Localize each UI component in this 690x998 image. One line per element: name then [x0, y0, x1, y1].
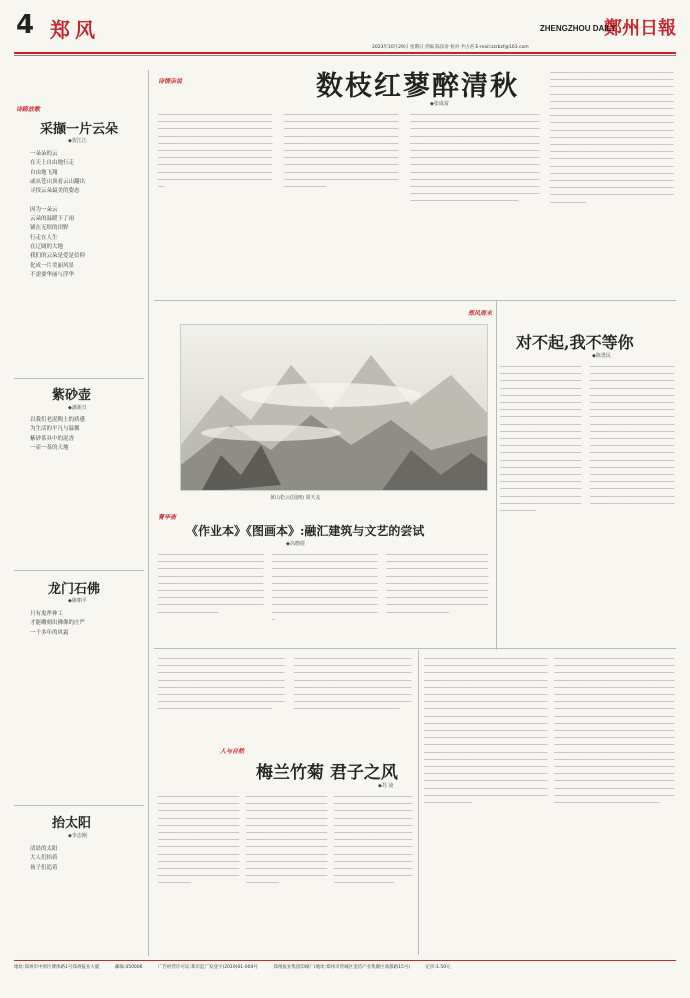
bottom-title: 梅兰竹菊 君子之风 [256, 763, 398, 783]
poem-body: 清晨的太阳 大人们抬着 孩子们追着 [30, 846, 58, 871]
main-text-col: ──────────────────────────────────────────────────────────────────────────────────────────────────────────────────────────────────────────────────────────────────────────────────────────────────────────────────────────────────────────────────────────────────────────────────────────────────────────────────────────────────────────────────────────────────────────────────────────────────────────────────────────────────────────────────────────────────────────────────────────────────────────────────────────────────────────────────────────────────────── [410, 112, 540, 205]
bottom-text-col: ─────────────────────────────────────────────────────────────────────────────────────────────────────────────────────────────────────────────────────────────────────────────────────────────────────────────────────────────────────────────────────────────────────────────────────────────────────────────────────────────────────────────── [246, 794, 328, 887]
right-text-col: ──────────────────────────────────────────────────────────────────────────────────────────────────────────────────────────────────────────────────────────────────────────────────────────────────────────────────────────────────────────────────────────────────────────────────────────────────────────────────────────────────────────────────────────────────────────────────────────────────────────────────────────────────────────────────────────────────────────────────────────────────────────────────────────────────────────────────────────────────────── [500, 364, 582, 515]
page-footer [14, 960, 676, 970]
poem-author: ◆姚朝平 [68, 598, 87, 604]
poem-author: ◆潘新日 [68, 405, 87, 411]
right-author: ◆陈勇民 [592, 353, 611, 359]
section-divider [154, 648, 676, 649]
left-divider [14, 570, 144, 571]
footer-ad-license: 广告经营许可证:郑市监广发登字(2019)01-004号 [157, 965, 258, 970]
header-divider-thin [14, 55, 676, 56]
bottom-text-col: ──────────────────────────────────────────────────────────────────────────────────────────────────────────────────────────────────────────────────────────────────────────────────────────────────────────────────────────────────────────────────────────────────────────────────────────────────────────────────────────────────────────────────────────────────────────────────────────────────────────────────────────────────────────────────────────────────────────────────────────────────────────────────────────────────────────────────────────────────────────────────────────────────────────────────────────────────────────────────────────────────────────────────────────────────────────────────────────────────────────────────────────────────────────────────────────────────────────────────────────────────────────────────────────────────── [424, 656, 548, 807]
newspaper-logo: 鄭州日報 [604, 18, 676, 39]
painting-image [181, 325, 488, 491]
bottom-text-col: ──────────────────────────────────────────────────────────────────────────────────────────────────────────────────────────────────────────────────────────────────────────────────────────────────────────────────────────────────────────────────────────────────────────────────────────────────────────────────── [294, 656, 412, 713]
bottom-text-col: ─────────────────────────────────────────────────────────────────────────────────────────────────────────────────────────────────────────────────────────────────────────────────────────────────────────────────────────────────────────────────────────────────────────────────────────────────────────────────────────────────────────────────────────────────────────────────────────────────────────────────────────────────────────────────────────────────────────────────────────────────────────────────────────────────────────────────────────────────────────────────────────────────────────────────────────────────────────────────────────────────────────────────────────────────────────────────────────────────────────────────────────────────────────────────────────────────────────────────────────────────────────────────────────────────── [554, 656, 675, 807]
bottom-author: ◆苏 凌 [378, 783, 394, 789]
main-tag: 诗情杂说 [158, 78, 183, 85]
landscape-painting [180, 324, 488, 491]
main-author: ◆张成富 [430, 101, 449, 107]
header-divider [14, 52, 676, 54]
mid-tag: 菁华斋 [158, 514, 177, 521]
mid-text-col: ──────────────────────────────────────────────────────────────────────────────────────────────────────────────────────────────────────────────────────────────────────────────────────────────────────────────────────────────────────────────────────────────────────────────────────────────────────────────────────────── [272, 552, 378, 623]
poem-title: 抬太阳 [52, 816, 92, 831]
bottom-text-col: ──────────────────────────────────────────────────────────────────────────────────────────────────────────────────────────────────────────────────────────────────────────────────────────────────────────────────────────────────────────────────────────────────────────────────────────────────────────────────────────────────────────── [334, 794, 413, 887]
page-number: 4 [16, 10, 35, 40]
poem-body: 只有鬼斧神工 才能雕刻出佛像的庄严 一千多年的风霜 [30, 611, 86, 636]
masthead-logo [539, 14, 676, 39]
poem-body: 以我们老泥陶土的质感 为生活的平凡与温馨 紫砂茶具中的泥香 一壶一茶的天地 [30, 417, 86, 451]
poem-author: ◆李志刚 [68, 833, 87, 839]
footer-address: 地址:郑州市中原区博体路1号郑州报业大厦 [14, 965, 100, 970]
poem-title: 采撷一片云朵 [40, 122, 119, 137]
channel-name: 郑风 [50, 18, 100, 42]
bottom-text-col: ─────────────────────────────────────────────────────────────────────────────────────────────────────────────────────────────────────────────────────────────────────────────────────────────────────────────────────────────────────────────────────────────────────────────────────────────────────────────────────────────────────────────── [158, 794, 240, 887]
right-tag: 郑风周末 [468, 310, 493, 317]
main-text-col: ────────────────────────────────────────────────────────────────────────────────────────────────────────────────────────────────────────────────────────────────────────────────────────────────────────────────────────────────────────────────────────────────────────────────────────────────────────────────────────────────────────────────────────────────────────────────────────────── [158, 112, 273, 191]
column-divider [496, 300, 497, 650]
poem-body: 一朵朵的云 在天上自由地行走 自由地飞翔 或从苍山顶看云山翻出 寻找云朵最美的姿态 因为一朵云 云朵的温暖下了雨 铺在无垠的田野 行走在人生 在辽阔的大地 我们的云朵是爱是信仰 化成一片美丽风景 不需要华丽与浮华 [30, 151, 86, 278]
mid-title: 《作业本》《图画本》:融汇建筑与文艺的尝试 [186, 524, 425, 538]
main-text-col: ────────────────────────────────────────────────────────────────────────────────────────────────────────────────────────────────────────────────────────────────────────────────────────────────────────────────────────────────────────────────────────────────────────────────────────────────────────────────────────────────────────────────────────────────────────────────────────────────────────────────────────────────────────────────────────────────────────────────────────────────────────────────────────────────────────────────────────────────────────────────────────────────────────────────────────────────────────────────────────────────────────────────────────────────────────────────────────────────────────────────────────────────────────────── [550, 70, 674, 206]
mid-text-col: ──────────────────────────────────────────────────────────────────────────────────────────────────────────────────────────────────────────────────────────────────────────────────────────────────────────────────────────────────────────────────────────────────────────────────────────────────────────── [158, 552, 264, 616]
bottom-text-col: ──────────────────────────────────────────────────────────────────────────────────────────────────────────────────────────────────────────────────────────────────────────────────────────────────────────────────────────────────────────────────────────────────────────────────────────────────────────────────────────────────────────── [158, 656, 285, 713]
poem-title: 龙门石佛 [48, 582, 101, 597]
painting-caption: 黄山松云(国画) 周天友 [270, 495, 321, 501]
bottom-tag: 人与自然 [220, 748, 245, 755]
poem-author: ◆贺江江 [68, 138, 87, 144]
footer-postcode: 邮编:450006 [114, 965, 143, 970]
left-divider [14, 805, 144, 806]
poem-title: 紫砂壶 [52, 388, 92, 403]
newspaper-name-en: ZHENGZHOU DAILY [539, 24, 616, 33]
left-section-tag: 诗路放歌 [16, 106, 41, 113]
left-divider [14, 378, 144, 379]
right-text-col: ──────────────────────────────────────────────────────────────────────────────────────────────────────────────────────────────────────────────────────────────────────────────────────────────────────────────────────────────────────────────────────────────────────────────────────────────────────────────────────────────────────────────────────────────────────────────────────────────────────────────────────────────────────────────────────────────────────────────────────────────────────────────────────────────────────────────────────────────────────────────── [590, 364, 675, 507]
column-divider [148, 70, 149, 956]
footer-price: 定价:1.50元 [425, 965, 451, 970]
column-divider [418, 650, 419, 955]
mid-author: ◆高晓倩 [286, 541, 305, 547]
footer-printer: 郑州报业集团印刷厂(地址:郑州市管城区金岱产业集聚区商都路15号) [273, 965, 411, 970]
main-title: 数枝红蓼醉清秋 [316, 71, 519, 102]
main-text-col: ────────────────────────────────────────────────────────────────────────────────────────────────────────────────────────────────────────────────────────────────────────────────────────────────────────────────────────────────────────────────────────────────────────────────────────────────────────────────────────────────────────────────────────────────────────────────────────────────────────── [284, 112, 399, 191]
right-title: 对不起,我不等你 [516, 333, 634, 352]
issue-info: 2023年10月29日 星期日 责编 陈泽涛 校对 尹占君 E-mail:zzrbzf@163.com [372, 45, 529, 50]
section-divider [154, 300, 676, 301]
mid-text-col: ───────────────────────────────────────────────────────────────────────────────────────────────────────────────────────────────────────────────────────────────────────────────────────────────────────────────────────────────────────────────────────────────────────────────────────────────────── [386, 552, 489, 616]
